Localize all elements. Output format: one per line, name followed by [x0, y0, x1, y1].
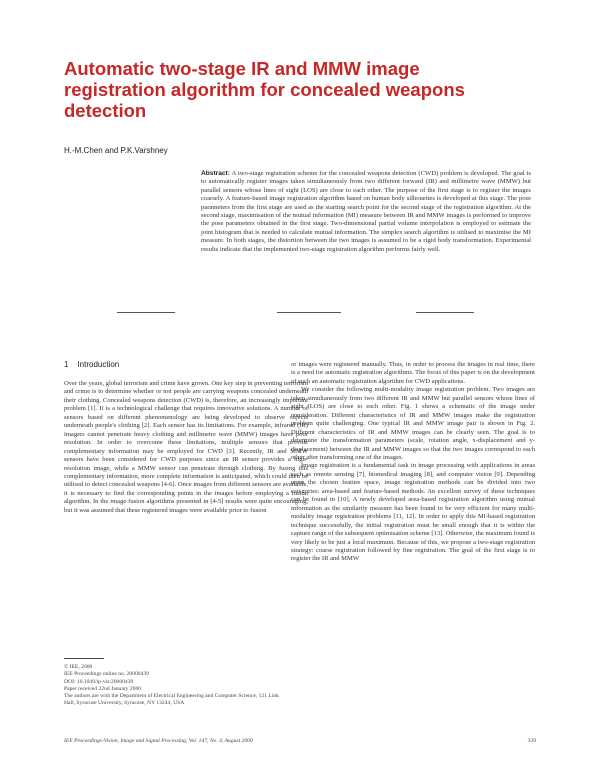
- footnote-doi: DOI: 10.1049/ip-vis:20000439: [64, 678, 134, 685]
- abstract-divider-center: [277, 312, 341, 313]
- right-paragraph-2: We consider the following multi-modality image registration problem. Two images are taken simultaneously from two different IR and MMW but parallel sensors whose lines of sight (LOS) are close to each other. Fig. 1 shows a schematic of the image under consideration. Different characteristics of IR and MMW images make the registration problem quite challenging. One typical IR and MMW image pair is shown in Fig. 2. Different characteristics of IR and MMW images can be clearly seen. The goal is to determine the transformation parameters (scale, rotation angle, x-displacement and y-displacement) between the IR and MMW images so that the two images correspond to each other after transforming one of the images.: [291, 386, 535, 461]
- footnotes: [64, 664, 284, 708]
- title-line-2: registration algorithm for concealed weapons: [64, 79, 465, 100]
- paper-title: [64, 58, 504, 121]
- abstract-divider-left: [117, 312, 175, 313]
- title-line-1: Automatic two-stage IR and MMW image: [64, 58, 420, 79]
- footnote-affiliation: The authors are with the Department of Electrical Engineering and Computer Science, 121 Link Hall, Syracuse University, Syracuse, NY 13244, USA: [64, 693, 279, 707]
- section-number: 1: [64, 360, 69, 369]
- section-heading: [64, 360, 119, 369]
- footnote-online-no: IEE Proceedings online no. 20000439: [64, 671, 149, 678]
- abstract-text: A two-stage registration scheme for the concealed weapons detection (CWD) problem is developed. The goal is to automatically register images taken simultaneously from two different forward (IR) and millimetre wave (MMW) but parallel sensors whose lines of sight (LOS) are close to each other. The purpose of the first stage is to register the images coarsely. A feature-based image registration algorithm based on human body silhouettes is developed at this stage. The pose parameters from the first stage are used as the starting search point for the second stage of the registration algorithm. At the second stage, maximisation of the mutual information (MI) measure between IR and MMW images is performed to improve the pose parameters obtained in the first stage. Two-dimensional partial volume interpolation is employed to estimate the joint histogram that is needed to calculate mutual information. The simplex search algorithm is utilised to maximise the MI measure. In both stages, the distortion between the two images is assumed to be a rigid body transformation. Experimental results indicate that the implemented two-stage registration algorithm performs fairly well.: [201, 170, 531, 253]
- left-paragraph-1: Over the years, global terrorism and crime have grown. One key step in preventing terrorism and crime is to determine whether or not people are carrying weapons concealed underneath their clothing. Concealed weapons detection (CWD) is, therefore, an increasingly important problem [1]. It is a technological challenge that requires innovative solutions. A number of sensors based on different phenomenology are being developed to observe objects underneath people's clothing [2]. Each sensor has its limitations. For example, infrared (IR) imagers cannot penetrate heavy clothing and millimetre wave (MMW) images have poor resolution. In order to overcome these limitations, multiple sensors that provide complementary information may be employed for CWD [3]. Recently, IR and MMW sensors have been considered for CWD purposes since an IR sensor provides a high-resolution image, while a MMW sensor can penetrate through clothing. By fusing this complementary information, more complete information is anticipated, which could then be utilised to detect concealed weapons [4-6]. Once images from different sensors are available, it is necessary to find the corresponding points in the images before employing a fusion algorithm. In the image fusion algorithms presented in [4-5] results were quite encouraging, but it was assumed that these registered images were available prior to fusion: [64, 380, 308, 514]
- left-column: [64, 380, 308, 515]
- running-footer: [64, 738, 536, 744]
- abstract-divider-right: [416, 312, 474, 313]
- authors: H.-M.Chen and P.K.Varshney: [64, 146, 168, 155]
- abstract: [201, 170, 531, 254]
- right-column: [291, 361, 535, 564]
- title-line-3: detection: [64, 100, 147, 121]
- journal-citation: IEE Proceedings-Vision, Image and Signal Processing, Vol. 147, No. 4, August 2000: [64, 738, 253, 744]
- footnote-divider: [64, 658, 104, 659]
- page-number: 339: [527, 738, 536, 744]
- abstract-label: Abstract:: [201, 170, 230, 177]
- footnote-received: Paper received 22nd January 2000: [64, 685, 142, 692]
- footnote-copyright: © IEE, 2000: [64, 664, 93, 670]
- right-paragraph-1: or images were registered manually. Thus, in order to process the images in real time, there is a need for automatic registration algorithms. The focus of this paper is on the development of such an automatic registration algorithm for CWD applications.: [291, 361, 535, 385]
- section-title: Introduction: [77, 360, 120, 369]
- right-paragraph-3: Image registration is a fundamental task in image processing with applications in areas such as remote sensing [7], biomedical imaging [8], and computer vision [9]. Depending upon the chosen feature space, image registration methods can be divided into two categories: area-based and feature-based methods. An excellent survey of these techniques can be found in [10]. A newly developed area-based registration algorithm using mutual information as the similarity measure has been found to be very efficient for many multi-modality image registration problems [11, 12]. In order to apply this MI-based registration technique successfully, the initial registration must be small enough that it is within the capture range of the subsequent optimisation scheme [13]. Otherwise, the maximum found is very likely to be just a local maximum. Because of this, we propose a two-stage registration strategy: coarse registration followed by fine registration. The goal of the first stage is to register the IR and MMW: [291, 462, 535, 563]
